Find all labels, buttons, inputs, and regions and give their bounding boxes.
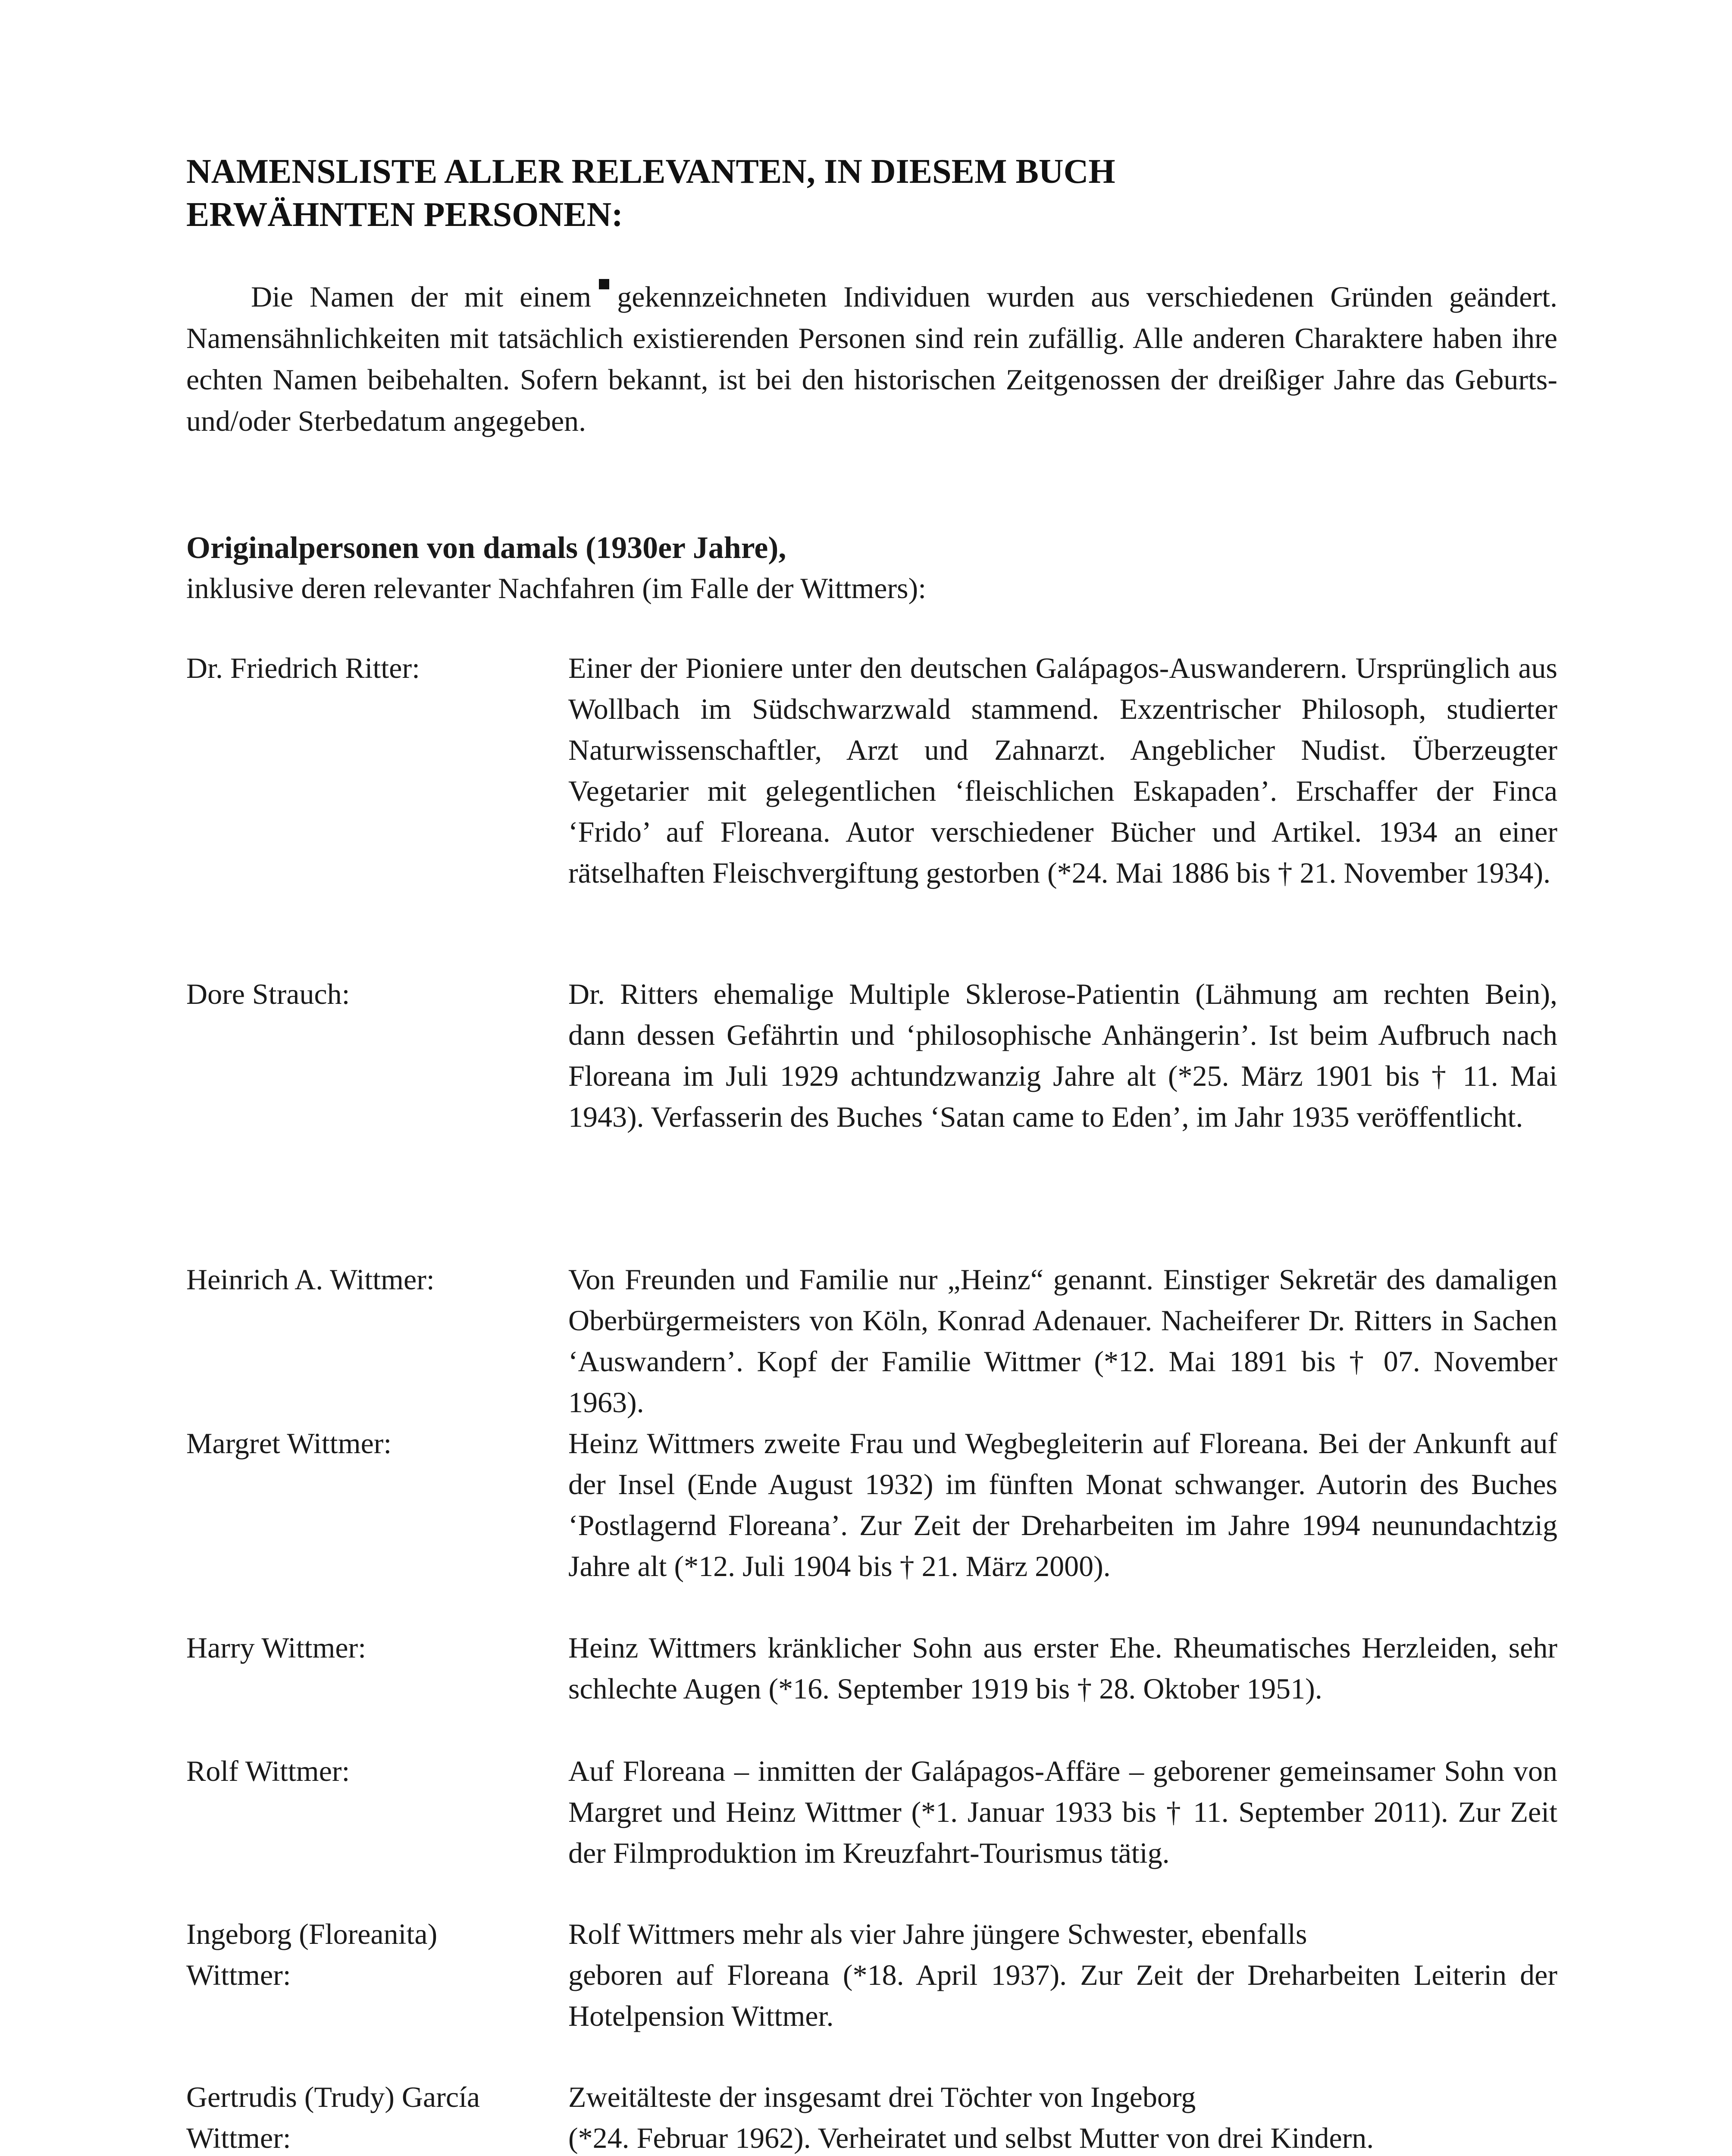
person-description: Heinz Wittmers zweite Frau und Wegbegleiterin auf Floreana. Bei der Ankunft auf der Insel (Ende August 1932) im fünften Monat schwanger. Autorin des Buches ‘Postlagernd Floreana’. Zur Zeit der Dreharbeiten im Jahre 1994 neunundachtzig Jahre alt (*12. Juli 1904 bis † 21. März 2000). (568, 1427, 1557, 1583)
person-description: Einer der Pioniere unter den deutschen Galápagos-Auswanderern. Ursprünglich aus Wollbach im Südschwarzwald stammend. Exzentrischer Philosoph, studierter Naturwissenschaftler, Arzt und Zahnarzt. Angeblicher Nudist. Überzeugter Vegetarier mit gelegentlichen ‘fleischlichen Eskapaden’. Erschaffer der Finca ‘Frido’ auf Floreana. Autor verschiedener Bücher und Artikel. 1934 an einer rätselhaften Fleischvergiftung gestorben (*24. Mai 1886 bis † 21. November 1934). (568, 652, 1557, 889)
person-description: Dr. Ritters ehemalige Multiple Sklerose-Patientin (Lähmung am rechten Bein), dann dessen Gefährtin und ‘philosophische Anhängerin’. Ist beim Aufbruch nach Floreana im Juli 1929 achtundzwanzig Jahre alt (*25. März 1901 bis † 11. Mai 1943). Verfasserin des Buches ‘Satan came to Eden’, im Jahr 1935 veröffentlicht. (568, 978, 1557, 1133)
intro-text-start: Die Namen der mit einem (251, 280, 592, 313)
person-description (568, 2077, 1557, 2156)
person-name: Dore Strauch: (186, 978, 350, 1010)
person-name: Harry Wittmer: (186, 1631, 366, 1664)
person-name: Heinrich A. Wittmer: (186, 1263, 435, 1296)
section-subheading: inklusive deren relevanter Nachfahren (im Falle der Wittmers): (186, 572, 927, 605)
square-marker-icon (599, 279, 609, 289)
person-name-line-1: Ingeborg (Floreanita) (186, 1918, 438, 1950)
section-heading: Originalpersonen von damals (1930er Jahre), (186, 530, 786, 565)
page-title-line-1: NAMENSLISTE ALLER RELEVANTEN, IN DIESEM BUCH (186, 153, 1115, 191)
person-description: Auf Floreana – inmitten der Galápagos-Affäre – geborener gemeinsamer Sohn von Margret und Heinz Wittmer (*1. Januar 1933 bis † 11. September 2011). Zur Zeit der Filmproduktion im Kreuzfahrt-Tourismus tätig. (568, 1755, 1557, 1869)
person-name-line-1: Gertrudis (Trudy) García (186, 2081, 480, 2113)
person-description-line-2: (*24. Februar 1962). Verheiratet und selbst Mutter von drei Kindern. (568, 2122, 1374, 2154)
person-name (186, 2077, 540, 2156)
page-title (186, 150, 1566, 236)
intro-text-rest: gekennzeichneten Individuen wurden aus verschiedenen Gründen geändert. Namensähnlichkeiten mit tatsächlich existierenden Personen sind rein zufällig. Alle anderen Charaktere haben ihre echten Namen beibehalten. Sofern bekannt, ist bei den historischen Zeitgenossen der dreißiger Jahre das Geburts- und/oder Sterbedatum angegeben. (186, 280, 1557, 437)
person-description: Von Freunden und Familie nur „Heinz“ genannt. Einstiger Sekretär des damaligen Oberbürgermeisters von Köln, Konrad Adenauer. Nacheiferer Dr. Ritters in Sachen ‘Auswandern’. Kopf der Familie Wittmer (*12. Mai 1891 bis † 07. November 1963). (568, 1263, 1557, 1419)
person-name: Margret Wittmer: (186, 1427, 392, 1460)
person-name-line-2: Wittmer: (186, 1959, 291, 1991)
person-description-line-1: Rolf Wittmers mehr als vier Jahre jüngere Schwester, ebenfalls (568, 1918, 1307, 1950)
person-name-line-2: Wittmer: (186, 2122, 291, 2154)
person-description: Heinz Wittmers kränklicher Sohn aus erster Ehe. Rheumatisches Herzleiden, sehr schlechte Augen (*16. September 1919 bis † 28. Oktober 1951). (568, 1631, 1557, 1705)
person-name: Rolf Wittmer: (186, 1755, 350, 1787)
person-name: Dr. Friedrich Ritter: (186, 652, 420, 684)
person-description (568, 1914, 1557, 2037)
intro-paragraph (186, 276, 1557, 442)
person-description-line-1: Zweitälteste der insgesamt drei Töchter von Ingeborg (568, 2081, 1196, 2113)
person-name (186, 1914, 540, 1996)
page-title-line-2: ERWÄHNTEN PERSONEN: (186, 196, 623, 234)
person-description-rest: geboren auf Floreana (*18. April 1937). Zur Zeit der Dreharbeiten Leiterin der Hotelpension Wittmer. (568, 1959, 1557, 2032)
